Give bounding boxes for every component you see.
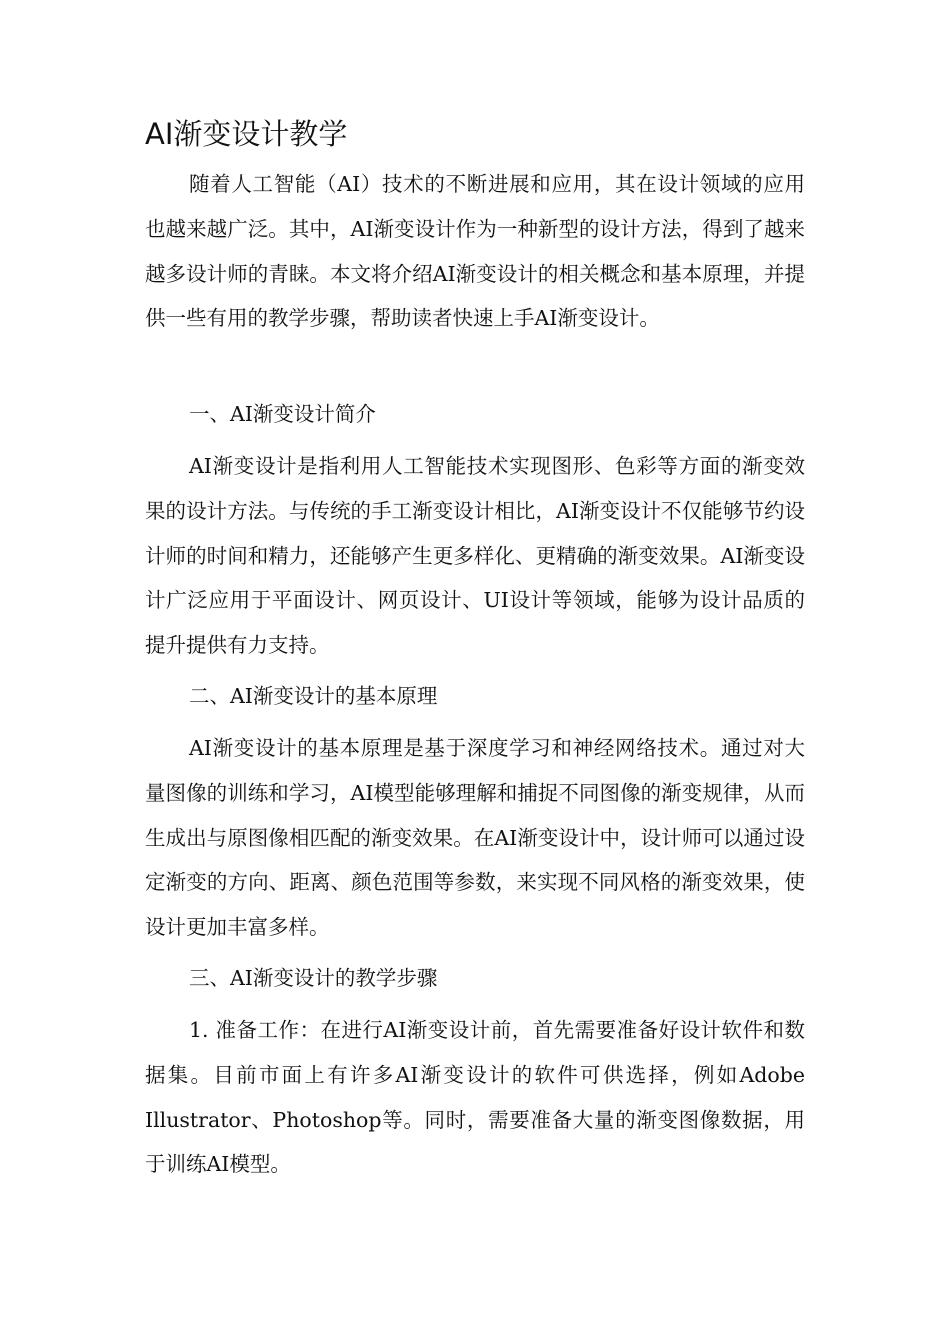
intro-paragraph: 随着人工智能（AI）技术的不断进展和应用，其在设计领域的应用也越来越广泛。其中，AI渐变设计作为一种新型的设计方法，得到了越来越多设计师的青睐。本文将介绍AI渐变设计的相关概念和基本原理，并提供一些有用的教学步骤，帮助读者快速上手AI渐变设计。 [145, 172, 805, 331]
section-heading-1: 一、AI渐变设计简介 [189, 402, 376, 426]
section-body-3: 1. 准备工作：在进行AI渐变设计前，首先需要准备好设计软件和数据集。目前市面上有许多AI渐变设计的软件可供选择，例如Adobe Illustrator、Photoshop等。同时，需要准备大量的渐变图像数据，用于训练AI模型。 [145, 1018, 805, 1177]
section-body-1: AI渐变设计是指利用人工智能技术实现图形、色彩等方面的渐变效果的设计方法。与传统的手工渐变设计相比，AI渐变设计不仅能够节约设计师的时间和精力，还能够产生更多样化、更精确的渐变效果。AI渐变设计广泛应用于平面设计、网页设计、UI设计等领域，能够为设计品质的提升提供有力支持。 [145, 454, 805, 658]
section-body-2: AI渐变设计的基本原理是基于深度学习和神经网络技术。通过对大量图像的训练和学习，AI模型能够理解和捕捉不同图像的渐变规律，从而生成出与原图像相匹配的渐变效果。在AI渐变设计中，设计师可以通过设定渐变的方向、距离、颜色范围等参数，来实现不同风格的渐变效果，使设计更加丰富多样。 [145, 736, 805, 940]
section-heading-2: 二、AI渐变设计的基本原理 [189, 684, 438, 708]
document-title: AI渐变设计教学 [145, 117, 348, 151]
section-heading-3: 三、AI渐变设计的教学步骤 [189, 966, 438, 990]
